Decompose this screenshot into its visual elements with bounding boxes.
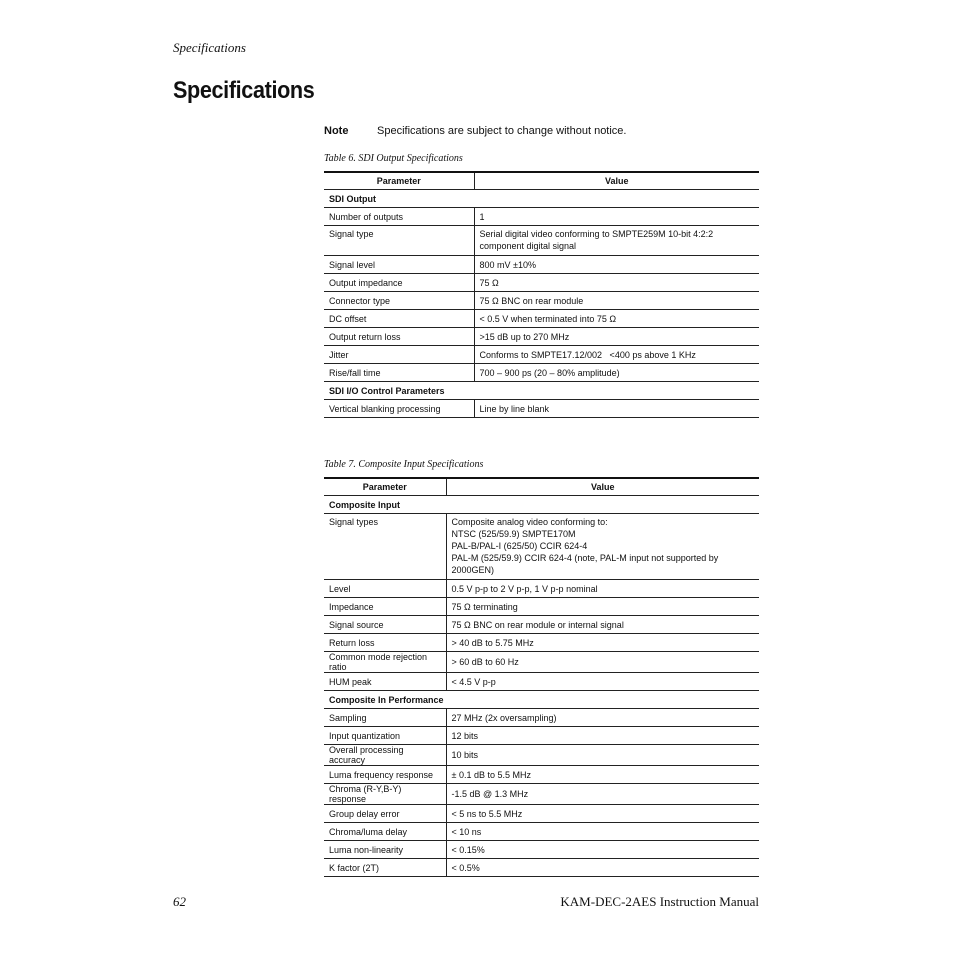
table-row: [324, 400, 759, 418]
table-row: [324, 208, 759, 226]
column-header-value: Value: [474, 172, 759, 190]
value-cell: 75 Ω BNC on rear module: [474, 292, 759, 310]
column-header-value: Value: [446, 478, 759, 496]
section-title: Composite In Performance: [324, 691, 759, 709]
table6-caption: Table 6. SDI Output Specifications: [324, 153, 463, 164]
sdi-output-table: [324, 171, 759, 418]
param-cell: Vertical blanking processing: [324, 400, 474, 418]
value-cell: < 5 ns to 5.5 MHz: [446, 805, 759, 823]
value-cell: < 10 ns: [446, 823, 759, 841]
value-cell: 0.5 V p-p to 2 V p-p, 1 V p-p nominal: [446, 580, 759, 598]
value-cell: < 0.5 V when terminated into 75 Ω: [474, 310, 759, 328]
section-title: SDI Output: [324, 190, 759, 208]
param-cell: Signal source: [324, 616, 446, 634]
value-cell: < 0.5%: [446, 859, 759, 877]
note-text: Specifications are subject to change without notice.: [377, 125, 627, 137]
value-cell: -1.5 dB @ 1.3 MHz: [446, 784, 759, 805]
value-cell: 12 bits: [446, 727, 759, 745]
section-row: [324, 496, 759, 514]
value-cell: 700 – 900 ps (20 – 80% amplitude): [474, 364, 759, 382]
param-cell: Number of outputs: [324, 208, 474, 226]
table-row: [324, 580, 759, 598]
table-row: [324, 766, 759, 784]
param-cell: Luma frequency response: [324, 766, 446, 784]
value-cell: Line by line blank: [474, 400, 759, 418]
param-cell: Overall processing accuracy: [324, 745, 446, 766]
table7-caption: Table 7. Composite Input Specifications: [324, 459, 484, 470]
section-title: Composite Input: [324, 496, 759, 514]
param-cell: Group delay error: [324, 805, 446, 823]
param-cell: Impedance: [324, 598, 446, 616]
table-row: [324, 346, 759, 364]
manual-title: KAM-DEC-2AES Instruction Manual: [560, 894, 759, 909]
param-cell: Signal type: [324, 226, 474, 256]
value-cell: Serial digital video conforming to SMPTE259M 10-bit 4:2:2 component digital signal: [474, 226, 759, 256]
value-line: NTSC (525/59.9) SMPTE170M: [451, 529, 576, 539]
running-head: Specifications: [173, 40, 246, 55]
table-row: [324, 784, 759, 805]
param-cell: HUM peak: [324, 673, 446, 691]
param-cell: Chroma/luma delay: [324, 823, 446, 841]
param-cell: Chroma (R-Y,B-Y) response: [324, 784, 446, 805]
value-cell: ± 0.1 dB to 5.5 MHz: [446, 766, 759, 784]
param-cell: K factor (2T): [324, 859, 446, 877]
param-cell: Return loss: [324, 634, 446, 652]
value-line: PAL-M (525/59.9) CCIR 624-4 (note, PAL-M input not supported by 2000GEN): [451, 553, 719, 575]
section-row: [324, 691, 759, 709]
table-row: [324, 859, 759, 877]
param-cell: Jitter: [324, 346, 474, 364]
column-header-parameter: Parameter: [324, 172, 474, 190]
section-title: SDI I/O Control Parameters: [324, 382, 759, 400]
param-cell: Output return loss: [324, 328, 474, 346]
page-title: Specifications: [173, 77, 315, 104]
value-cell: < 4.5 V p-p: [446, 673, 759, 691]
value-cell: 75 Ω: [474, 274, 759, 292]
section-row: [324, 382, 759, 400]
value-cell: 75 Ω terminating: [446, 598, 759, 616]
column-header-parameter: Parameter: [324, 478, 446, 496]
table-row: [324, 616, 759, 634]
param-cell: Level: [324, 580, 446, 598]
table-row: [324, 745, 759, 766]
table-row: [324, 328, 759, 346]
value-cell: 1: [474, 208, 759, 226]
table-row: [324, 673, 759, 691]
table-row: [324, 598, 759, 616]
value-line: Composite analog video conforming to:: [451, 517, 608, 527]
value-cell: 27 MHz (2x oversampling): [446, 709, 759, 727]
table-row: [324, 727, 759, 745]
table-row: [324, 226, 759, 256]
value-cell: [446, 514, 759, 580]
table-row: [324, 364, 759, 382]
value-cell: >15 dB up to 270 MHz: [474, 328, 759, 346]
page-number: 62: [173, 894, 186, 909]
table-header-row: [324, 172, 759, 190]
param-cell: Signal level: [324, 256, 474, 274]
param-cell: Sampling: [324, 709, 446, 727]
value-cell: > 40 dB to 5.75 MHz: [446, 634, 759, 652]
value-cell: 10 bits: [446, 745, 759, 766]
note-label: Note: [324, 125, 349, 137]
value-cell: 75 Ω BNC on rear module or internal signal: [446, 616, 759, 634]
table-row: [324, 805, 759, 823]
value-cell: > 60 dB to 60 Hz: [446, 652, 759, 673]
value-cell: 800 mV ±10%: [474, 256, 759, 274]
note: [324, 125, 626, 137]
table-row: [324, 841, 759, 859]
param-cell: DC offset: [324, 310, 474, 328]
table-row: [324, 292, 759, 310]
table-row: [324, 709, 759, 727]
param-cell: Rise/fall time: [324, 364, 474, 382]
table-row: [324, 823, 759, 841]
param-cell: Signal types: [324, 514, 446, 580]
table-row: [324, 310, 759, 328]
composite-input-table: [324, 477, 759, 877]
value-line: PAL-B/PAL-I (625/50) CCIR 624-4: [451, 541, 588, 551]
param-cell: Output impedance: [324, 274, 474, 292]
param-cell: Common mode rejection ratio: [324, 652, 446, 673]
table-header-row: [324, 478, 759, 496]
param-cell: Connector type: [324, 292, 474, 310]
table-row: [324, 514, 759, 580]
table-row: [324, 634, 759, 652]
param-cell: Input quantization: [324, 727, 446, 745]
section-row: [324, 190, 759, 208]
table-row: [324, 256, 759, 274]
table-row: [324, 274, 759, 292]
value-cell: < 0.15%: [446, 841, 759, 859]
param-cell: Luma non-linearity: [324, 841, 446, 859]
table-row: [324, 652, 759, 673]
value-cell: Conforms to SMPTE17.12/002 <400 ps above 1 KHz: [474, 346, 759, 364]
